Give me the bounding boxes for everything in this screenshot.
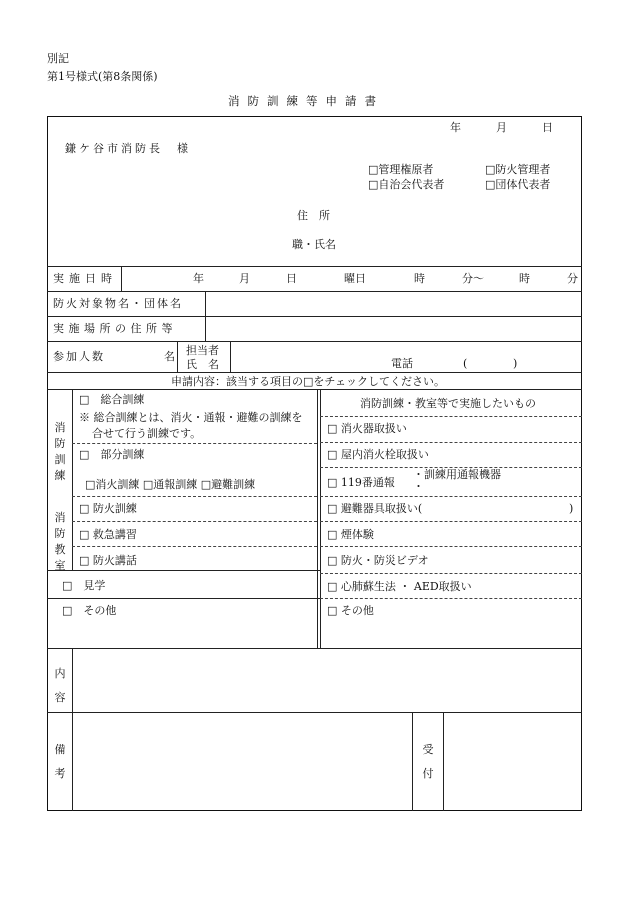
checkbox-extinguisher[interactable]: □ 消火器取扱い: [327, 422, 407, 435]
phone-paren-close: ): [513, 357, 518, 370]
checkbox-other-left[interactable]: □ その他: [62, 604, 117, 617]
role-checkbox-group-rep[interactable]: □団体代表者: [485, 178, 551, 191]
appendix-label: 別記: [47, 52, 69, 65]
name-label: 職・氏名: [292, 238, 336, 251]
phone-paren-open: (: [463, 357, 468, 370]
date-year-label: 年: [450, 121, 461, 134]
report-bullet-2: ・: [413, 480, 424, 493]
checkbox-hydrant[interactable]: □ 屋内消火栓取扱い: [327, 448, 429, 461]
participants-label: 参加人数: [53, 350, 105, 363]
checkbox-119-report[interactable]: □ 119番通報: [327, 476, 395, 489]
date-month-label: 月: [496, 121, 507, 134]
checkbox-general-drill[interactable]: □ 総合訓練: [79, 393, 145, 406]
dt-minute-end: 分: [567, 272, 578, 285]
reception-label: 受付: [422, 743, 434, 780]
instruction-text: 申請内容：該当する項目の□をチェックしてください。: [171, 375, 446, 388]
address-label: 住 所: [297, 209, 330, 222]
general-note-2: 合せて行う訓練です。: [92, 427, 202, 440]
report-bullet-1: ・訓練用通報機器: [413, 468, 501, 481]
checkbox-fire-talk[interactable]: □ 防火講話: [79, 554, 137, 567]
phone-label: 電話: [391, 357, 413, 370]
form-title: 消防訓練等申請書: [228, 94, 384, 108]
dt-minute-start: 分〜: [462, 272, 484, 285]
checkbox-cpr-aed[interactable]: □ 心肺蘇生法 ・ AED取扱い: [327, 580, 472, 593]
checkbox-smoke-experience[interactable]: □ 煙体験: [327, 528, 374, 541]
right-header: 消防訓練・教室等で実施したいもの: [360, 397, 536, 410]
role-checkbox-community-rep[interactable]: □自治会代表者: [368, 178, 445, 191]
staff-label-2: 氏 名: [186, 358, 219, 371]
date-day-label: 日: [542, 121, 553, 134]
role-checkbox-fire-manager[interactable]: □防火管理者: [485, 163, 551, 176]
dt-month: 月: [239, 272, 250, 285]
role-checkbox-manager[interactable]: □管理権原者: [368, 163, 434, 176]
target-label: 防火対象物名・団体名: [53, 297, 183, 310]
checkbox-tour[interactable]: □ 見学: [62, 579, 106, 592]
participants-unit: 名: [164, 350, 175, 363]
dt-day: 日: [286, 272, 297, 285]
staff-label-1: 担当者: [186, 344, 219, 357]
checkbox-fire-drill[interactable]: □ 防火訓練: [79, 502, 137, 515]
dt-weekday: 曜日: [344, 272, 366, 285]
dt-hour-end: 時: [519, 272, 530, 285]
checkbox-video[interactable]: □ 防火・防災ビデオ: [327, 554, 429, 567]
checkbox-partial-drill[interactable]: □ 部分訓練: [79, 448, 145, 461]
addressee: 鎌ケ谷市消防長 様: [65, 142, 191, 155]
dt-year: 年: [193, 272, 204, 285]
place-label: 実施場所の住所等: [53, 322, 177, 335]
checkbox-other-right[interactable]: □ その他: [327, 604, 374, 617]
partial-drill-options[interactable]: □消火訓練 □通報訓練 □避難訓練: [85, 478, 256, 491]
drill-vertical-label: 消防訓練: [54, 421, 66, 482]
general-note-1: ※ 総合訓練とは、消火・通報・避難の訓練を: [79, 411, 303, 424]
dt-hour-start: 時: [414, 272, 425, 285]
content-label: 内容: [54, 667, 66, 704]
remarks-label: 備考: [54, 743, 66, 780]
checkbox-evacuation-equipment[interactable]: □ 避難器具取扱い(: [327, 502, 423, 515]
datetime-label: 実施日時: [53, 272, 117, 285]
class-vertical-label: 消防教室: [54, 511, 66, 572]
checkbox-first-aid[interactable]: □ 救急講習: [79, 528, 137, 541]
evac-paren-close: ): [569, 502, 574, 515]
form-number: 第1号様式(第8条関係): [47, 70, 158, 83]
